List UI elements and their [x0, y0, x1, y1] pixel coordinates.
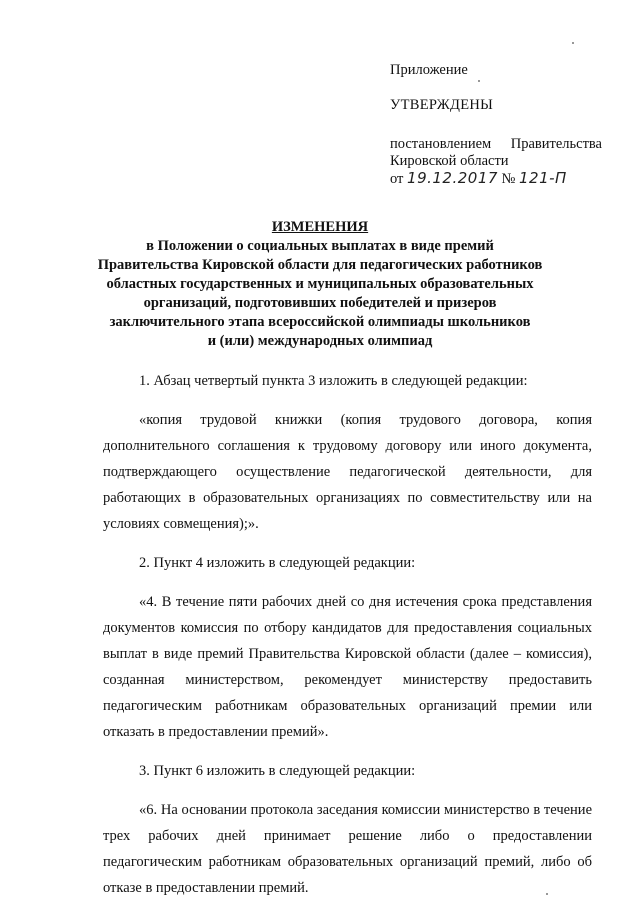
decree-date-line	[390, 170, 567, 188]
approved-label: УТВЕРЖДЕНЫ	[390, 97, 494, 113]
title-line: заключительного этапа всероссийской олимпиады школьников	[109, 314, 531, 330]
document-body	[103, 368, 592, 901]
item-2-text: «4. В течение пяти рабочих дней со дня истечения срока представления документов комиссия по отбору кандидатов для предоставления социальных выплат в виде премий Правительства Кировской области (далее – комиссия), созданная министерством, рекомендует министерству предоставить педагогическим работникам образовательных организаций премии или отказать в предоставлении премий».	[103, 594, 592, 740]
item-1-heading: 1. Абзац четвертый пункта 3 изложить в следующей редакции:	[139, 373, 528, 389]
scan-speck	[546, 893, 548, 895]
date-prefix: от	[390, 171, 404, 187]
item-2-heading: 2. Пункт 4 изложить в следующей редакции:	[139, 555, 416, 571]
scan-speck	[478, 80, 480, 82]
title-line: Правительства Кировской области для педагогических работников	[97, 257, 543, 273]
title-line: и (или) международных олимпиад	[207, 333, 433, 349]
title-line: областных государственных и муниципальных образовательных	[106, 276, 534, 292]
document-title	[80, 218, 560, 351]
handwritten-number: 121-П	[519, 169, 567, 187]
decree-line-2: Кировской области	[390, 153, 509, 169]
item-1-text: «копия трудовой книжки (копия трудового договора, копия дополнительного соглашения к трудовому договору или иного документа, подтверждающего осуществление педагогической деятельности, для работающих в образовательных организациях по совместительству или на условиях совмещения);».	[103, 412, 592, 532]
number-prefix: №	[501, 171, 516, 187]
government-word: Правительства	[510, 136, 602, 152]
decree-line-1	[390, 136, 602, 153]
decree-reference	[390, 136, 602, 170]
appendix-label: Приложение	[390, 62, 468, 78]
item-3-text: «6. На основании протокола заседания комиссии министерство в течение трех рабочих дней принимает решение либо о предоставлении педагогическим работникам образовательных организаций премий, либо об отказе в предоставлении премий.	[103, 802, 592, 896]
main-title: ИЗМЕНЕНИЯ	[271, 219, 369, 235]
item-3-heading: 3. Пункт 6 изложить в следующей редакции:	[139, 763, 416, 779]
handwritten-date: 19.12.2017	[407, 169, 498, 187]
title-line: организаций, подготовивших победителей и призеров	[143, 295, 497, 311]
scan-speck	[572, 42, 574, 44]
decree-word: постановлением	[390, 136, 492, 152]
title-line: в Положении о социальных выплатах в виде премий	[146, 238, 494, 254]
